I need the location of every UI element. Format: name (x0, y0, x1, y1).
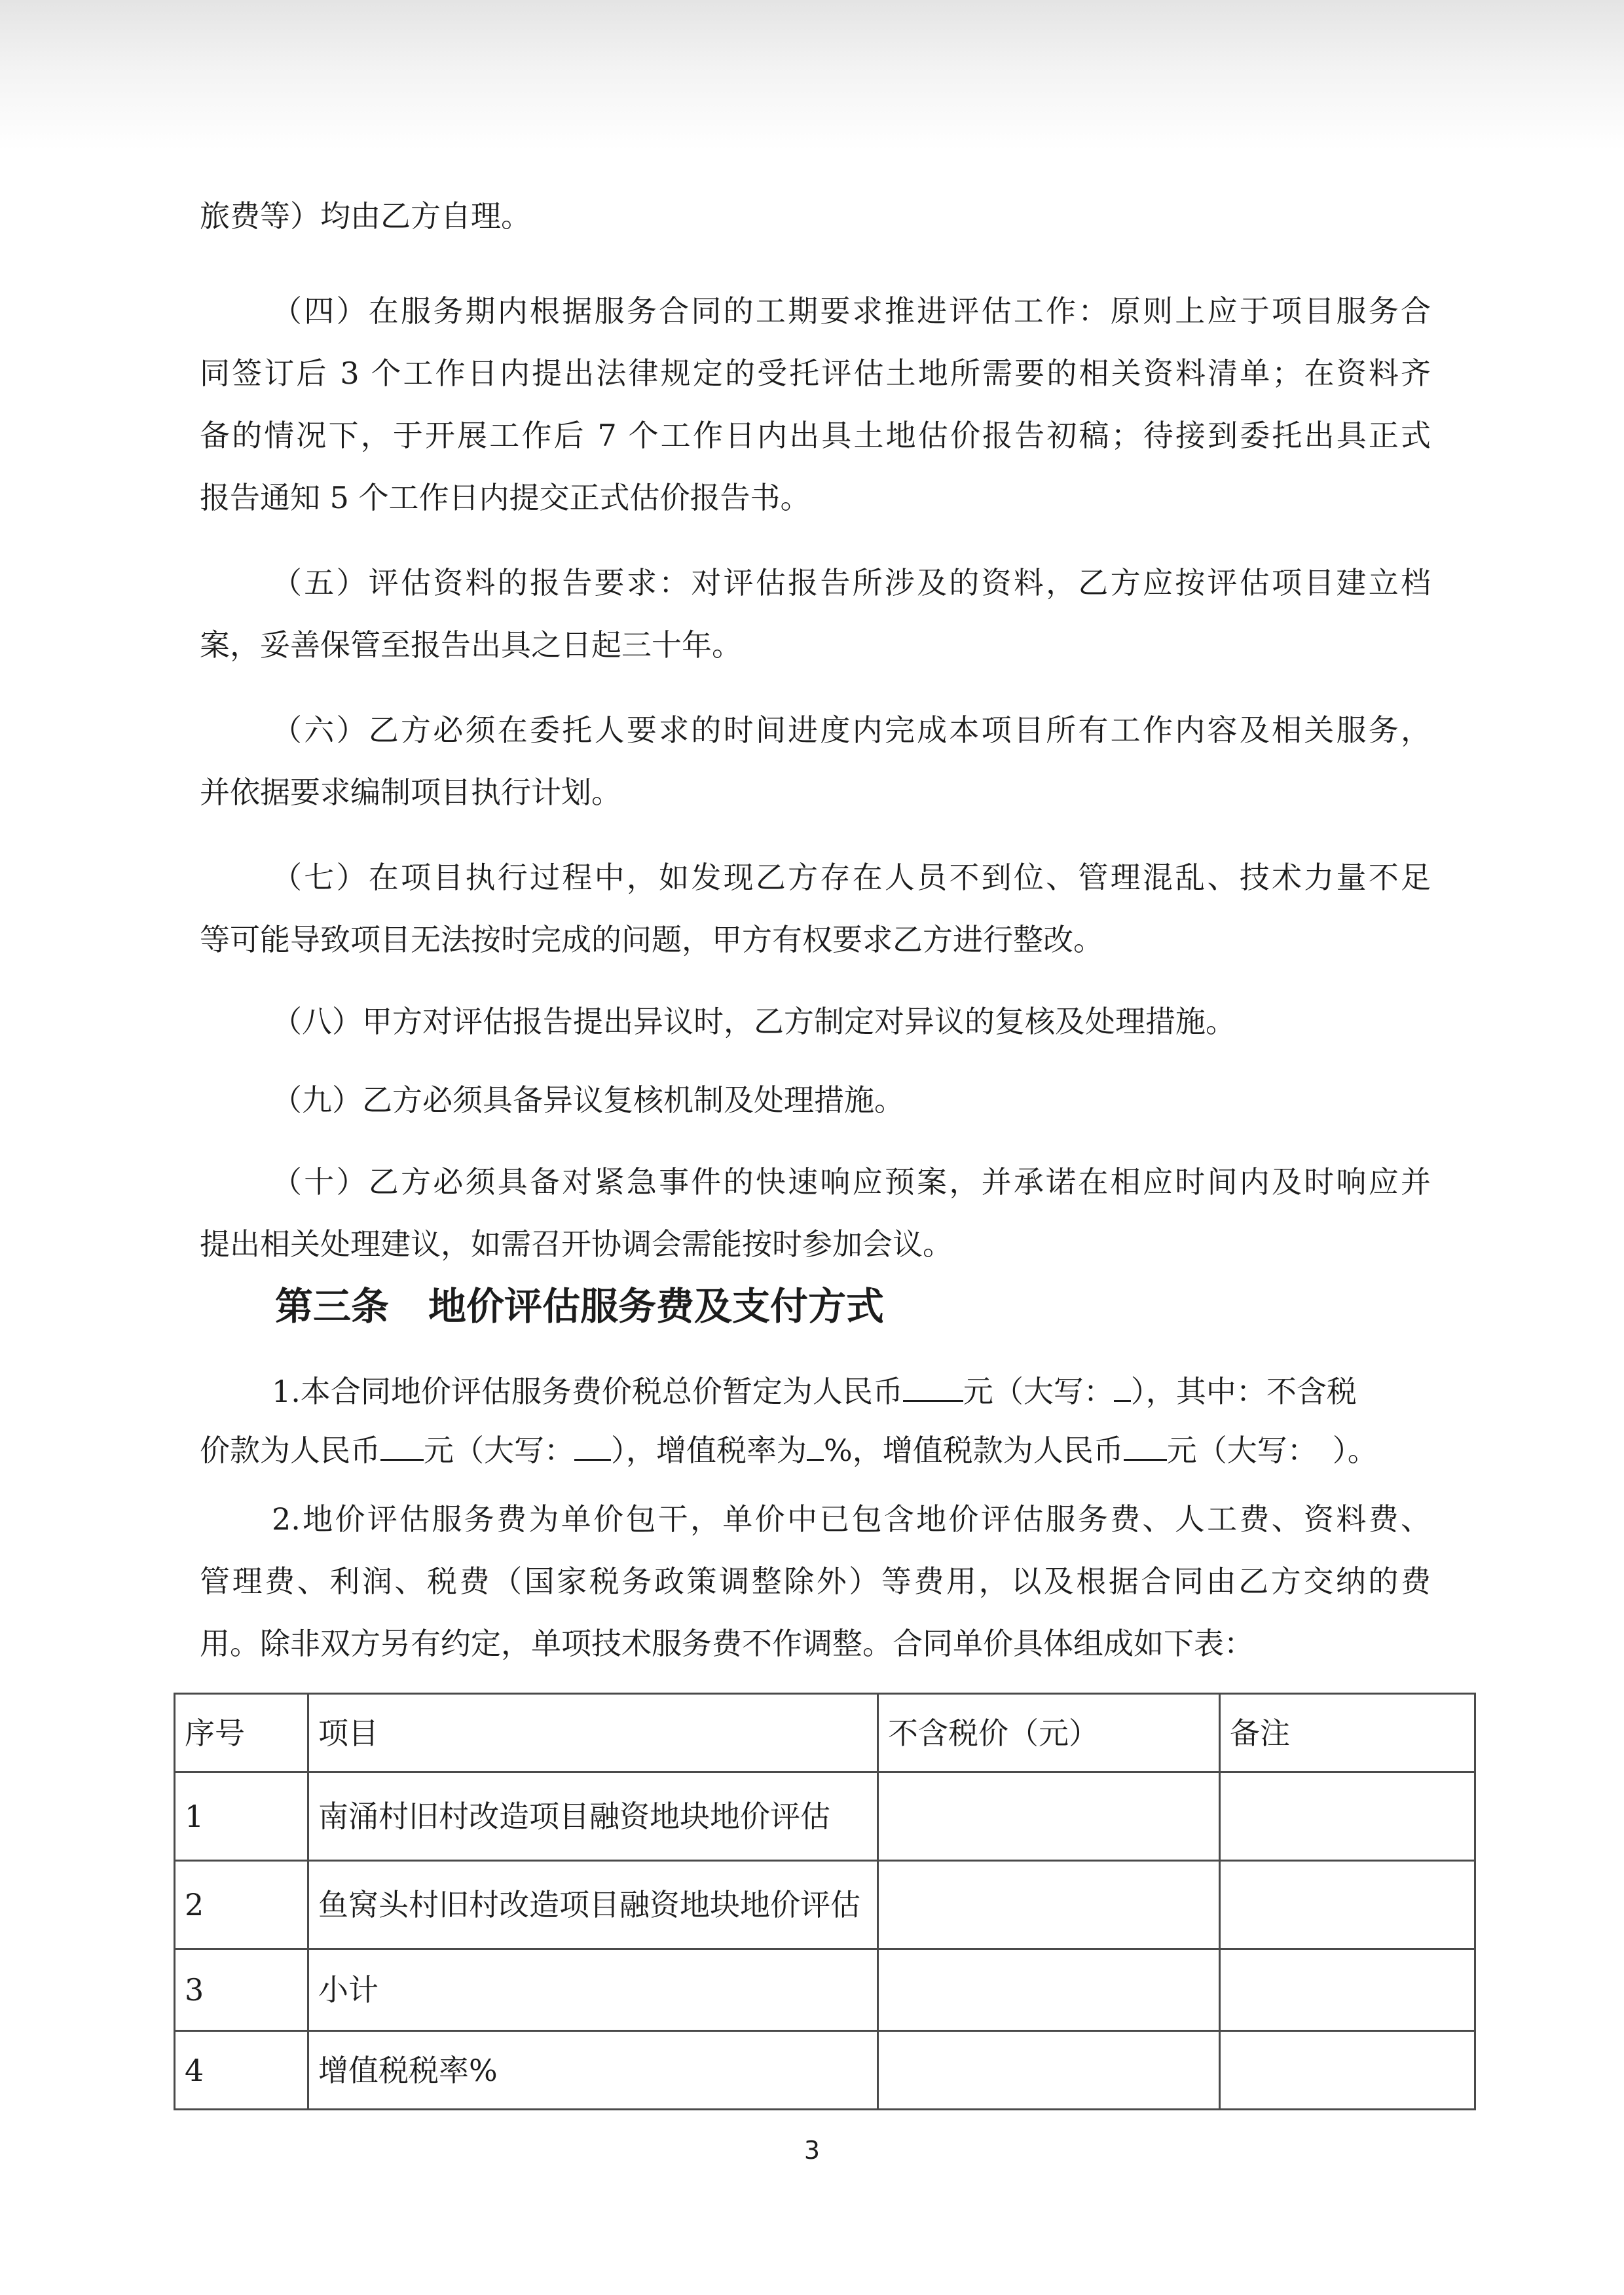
table-row (175, 1772, 1475, 1861)
table-row (175, 1861, 1475, 1949)
section-number: 第三条 (275, 1284, 390, 1329)
paragraph-line: （八）甲方对评估报告提出异议时，乙方制定对异议的复核及处理措施。 (272, 1004, 1236, 1039)
fill-blank (1124, 1459, 1167, 1461)
paragraph-line: 用。除非双方另有约定，单项技术服务费不作调整。合同单价具体组成如下表： (200, 1626, 1254, 1661)
row-note (1220, 1861, 1475, 1949)
clause-text: 元（大写： (963, 1374, 1114, 1409)
header-cell: 序号 (175, 1694, 308, 1772)
clause-text: 价款为人民币 (200, 1433, 380, 1468)
paragraph-line: 等可能导致项目无法按时完成的问题，甲方有权要求乙方进行整改。 (200, 922, 1103, 957)
section-heading (275, 1283, 884, 1329)
table-row (175, 2031, 1475, 2110)
paragraph-line: （七）在项目执行过程中，如发现乙方存在人员不到位、管理混乱、技术力量不足 (272, 860, 1431, 895)
header-cell: 不含税价（元） (878, 1694, 1220, 1772)
row-price (878, 1949, 1220, 2031)
scan-shadow (0, 0, 1624, 151)
row-item: 鱼窝头村旧村改造项目融资地块地价评估 (308, 1861, 878, 1949)
clause-text: %，增值税款为人民币 (824, 1433, 1124, 1468)
fee-table (174, 1693, 1476, 2110)
row-item: 小计 (308, 1949, 878, 2031)
paragraph-line: 案，妥善保管至报告出具之日起三十年。 (200, 627, 742, 663)
row-note (1220, 1949, 1475, 2031)
paragraph-line: 同签订后 3 个工作日内提出法律规定的受托评估土地所需要的相关资料清单；在资料齐 (200, 356, 1431, 391)
row-price (878, 1772, 1220, 1861)
paragraph-line: 提出相关处理建议，如需召开协调会需能按时参加会议。 (200, 1226, 953, 1262)
clause-text: 元（大写： ）。 (1166, 1433, 1378, 1468)
paragraph-line: 并依据要求编制项目执行计划。 (200, 775, 621, 810)
table-row (175, 1949, 1475, 2031)
paragraph-line: 管理费、利润、税费（国家税务政策调整除外）等费用，以及根据合同由乙方交纳的费 (200, 1564, 1431, 1599)
paragraph-line: （六）乙方必须在委托人要求的时间进度内完成本项目所有工作内容及相关服务， (272, 712, 1431, 748)
paragraph-line: 2.地价评估服务费为单价包干，单价中已包含地价评估服务费、人工费、资料费、 (272, 1501, 1431, 1537)
row-number: 3 (175, 1949, 308, 2031)
clause-1-line-2 (200, 1431, 1378, 1470)
clause-text: ），其中：不含税 (1130, 1374, 1357, 1409)
paragraph-line: 旅费等）均由乙方自理。 (200, 198, 531, 234)
paragraph-line: 报告通知 5 个工作日内提交正式估价报告书。 (200, 480, 811, 515)
paragraph-line: （四）在服务期内根据服务合同的工期要求推进评估工作：原则上应于项目服务合 (272, 293, 1431, 329)
page-number: 3 (803, 2136, 821, 2165)
fill-blank (903, 1400, 963, 1402)
row-price (878, 2031, 1220, 2110)
row-number: 4 (175, 2031, 308, 2110)
paragraph-line: 备的情况下，于开展工作后 7 个工作日内出具土地估价报告初稿；待接到委托出具正式 (200, 418, 1431, 453)
row-note (1220, 2031, 1475, 2110)
row-item: 南涌村旧村改造项目融资地块地价评估 (308, 1772, 878, 1861)
fill-blank (1114, 1400, 1131, 1402)
fill-blank (380, 1459, 424, 1461)
table-header-row (175, 1694, 1475, 1772)
header-cell: 项目 (308, 1694, 878, 1772)
row-price (878, 1861, 1220, 1949)
header-cell: 备注 (1220, 1694, 1475, 1772)
row-number: 2 (175, 1861, 308, 1949)
clause-text: ），增值税率为 (611, 1433, 807, 1468)
clause-text: 1.本合同地价评估服务费价税总价暂定为人民币 (272, 1374, 903, 1409)
fill-blank (574, 1459, 611, 1461)
clause-1-line-1 (272, 1372, 1357, 1411)
row-number: 1 (175, 1772, 308, 1861)
row-note (1220, 1772, 1475, 1861)
row-item: 增值税税率% (308, 2031, 878, 2110)
clause-text: 元（大写： (424, 1433, 574, 1468)
section-title: 地价评估服务费及支付方式 (428, 1284, 885, 1329)
paragraph-line: （五）评估资料的报告要求：对评估报告所涉及的资料，乙方应按评估项目建立档 (272, 565, 1431, 600)
paragraph-line: （十）乙方必须具备对紧急事件的快速响应预案，并承诺在相应时间内及时响应并 (272, 1164, 1431, 1200)
paragraph-line: （九）乙方必须具备异议复核机制及处理措施。 (272, 1082, 904, 1118)
fill-blank (807, 1459, 824, 1461)
